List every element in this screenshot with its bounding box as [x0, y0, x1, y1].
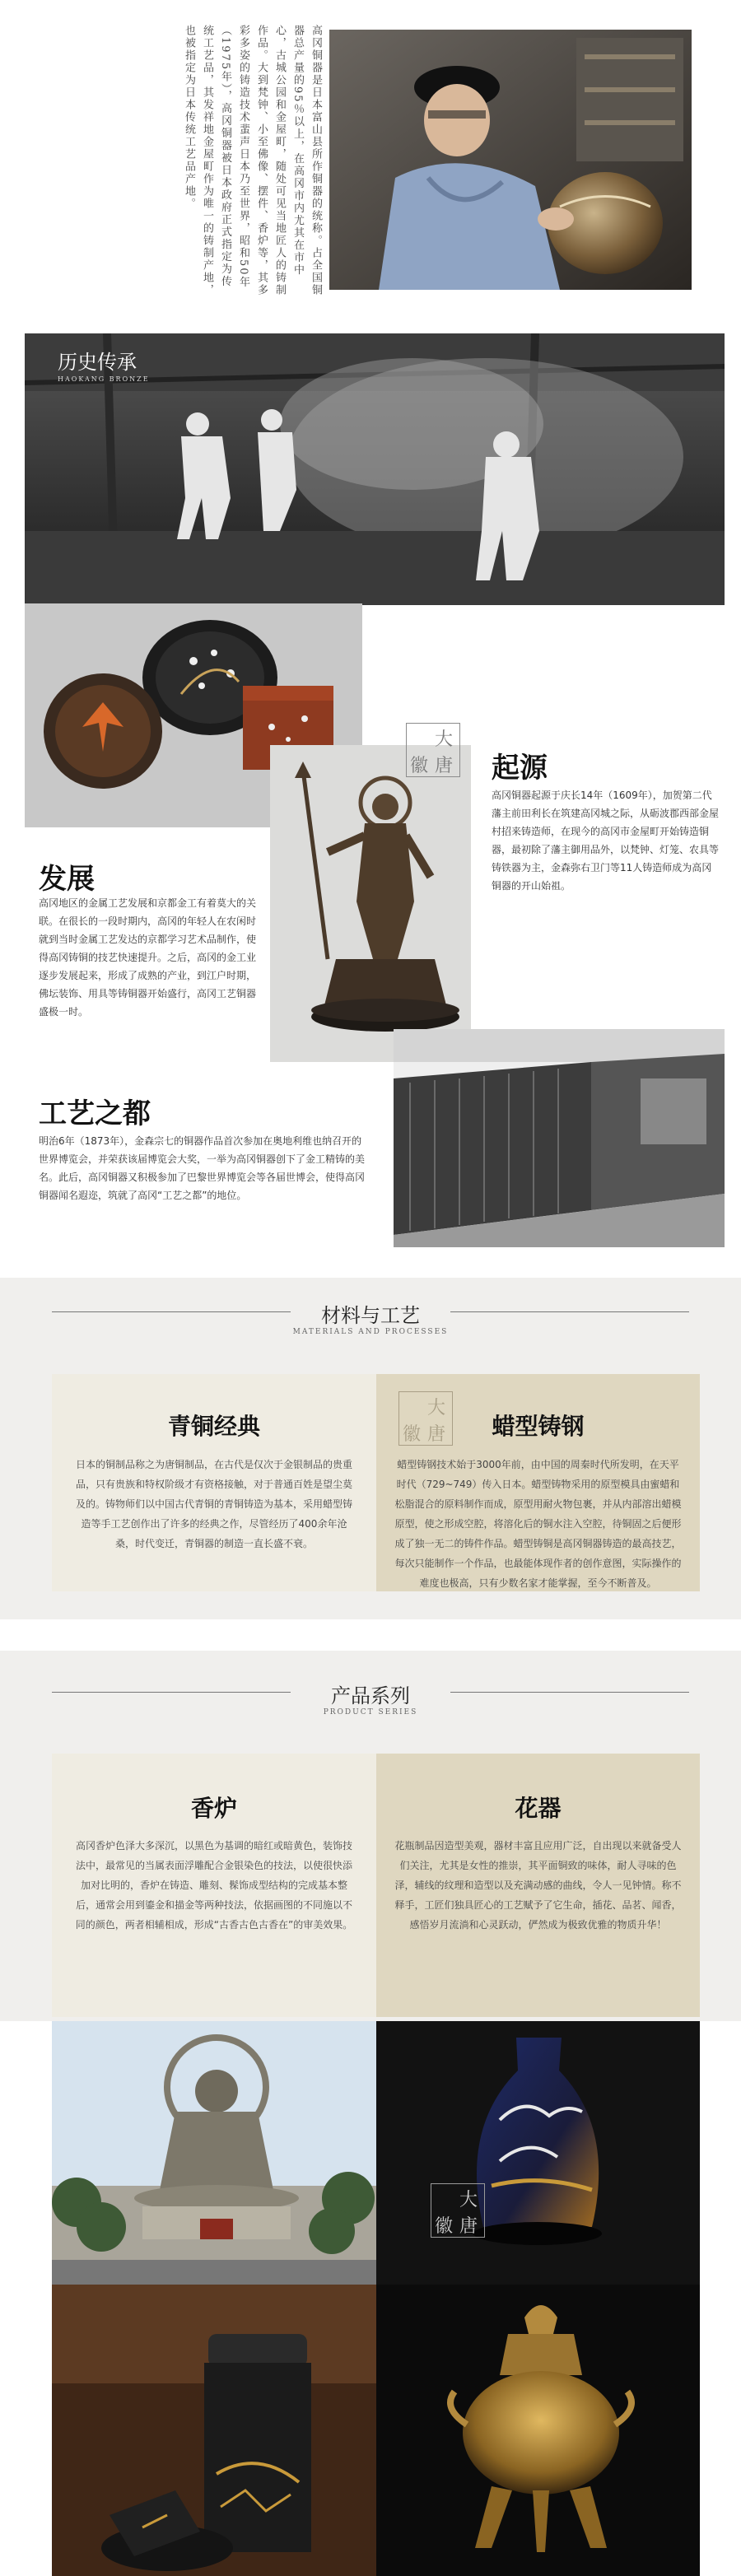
seal-char-1: 徽 [403, 1424, 422, 1445]
intro-vertical-text: 高冈铜器是日本富山县所作铜器的统称。占全国铜器总产量的95％以上，在高冈市内尤其在市中心，古城公园和金屋町，随处可见当地匠人的铸制作品。大到梵钟、小至佛像、摆件、香炉等，其多彩多姿的铸造技术蜚声日本乃至世界，昭和50年（1975年），高冈铜器被日本政府正式指定为传统工艺品，其发祥地金屋町作为唯一的铸制产地，也被指定为日本传统工艺品产地。 [183, 25, 322, 296]
development-title: 发展 [39, 863, 95, 896]
products-card-left-text: 高冈香炉色泽大多深沉，以黑色为基调的暗红或暗黄色，装饰技法中，最常见的当属表面浮雕配合金银染色的技法，以使很快添加对比明的，香炉在铸造、雕刻、髹饰成型结构的完成基本整后，通常会用到鎏金和描金等两种技法，依据画图的不同施以不同的颜色，两者相辅相成，形成“古香古色古香在”的审美效果。 [75, 1840, 353, 1931]
seal-char-3: 唐 [427, 1424, 446, 1445]
craft-capital-title: 工艺之都 [39, 1097, 151, 1130]
craftsman-illustration [329, 30, 692, 290]
products-card-right-title: 花器 [515, 1795, 562, 1822]
statue-illustration [270, 745, 471, 1062]
materials-title: 材料与工艺 [321, 1304, 420, 1327]
buddha-statue-photo [52, 2021, 376, 2285]
seal-char-3: 唐 [435, 756, 454, 776]
seal-char-2: 大 [427, 1398, 446, 1418]
seal-char-2: 大 [435, 729, 454, 750]
history-title: 历史传承 [58, 351, 137, 374]
craftsman-photo [329, 30, 692, 290]
incense-burner-illustration [376, 2285, 700, 2576]
products-title: 产品系列 [331, 1684, 410, 1707]
street-photo [394, 1029, 725, 1247]
tea-caddy-photo [52, 2285, 376, 2576]
seal-stamp-upper [406, 723, 460, 777]
origin-text: 高冈铜器起源于庆长14年（1609年），加贺第二代藩主前田利长在筑建高冈城之际，从砺波郡西部金屋村招来铸造师，在现今的高冈市金屋町开始铸造铜器，最初除了藩主御用品外，以梵钟、灯笼、农具等铸铁器为主，金森弥右卫门等11人铸造师成为高冈铜器的开山始祖。 [492, 790, 720, 892]
seal-char-3: 唐 [459, 2216, 478, 2237]
origin-title: 起源 [492, 752, 548, 785]
products-subtitle: PRODUCT SERIES [323, 1708, 418, 1717]
seal-stamp-products [431, 2183, 485, 2238]
street-illustration [394, 1029, 725, 1247]
materials-card-right-text: 蜡型铸钢技术始于3000年前，由中国的周秦时代所发明，在天平时代（729~749）传入日本。蜡型铸物采用的原型模具由蜜蜡和松脂混合的原料制作而成，原型用耐火物包裹，并从内部溶出蜡模原型，使之形成空腔，将溶化后的铜水注入空腔，待铜固之后便形成了独一无二的铸件作品。蜡型铸铜是高冈铜器铸造的最高技艺，每次只能制作一个作品，也最能体现作者的创作意图，实际操作的难度也极高，只有少数名家才能掌握，至今不断普及。 [394, 1459, 682, 1589]
craft-capital-text: 明治6年（1873年），金森宗七的铜器作品首次参加在奥地利维也纳召开的世界博览会，并荣获该届博览会大奖，一举为高冈铜器创下了金工精铸的美名。此后，高冈铜器又积极参加了巴黎世界博览会等各届世博会，使得高冈铜器闻名遐迩，筑就了高冈“工艺之都”的地位。 [39, 1135, 366, 1201]
materials-card-left-text: 日本的铜制品称之为唐铜制品，在古代是仅次于金银制品的贵重品，只有贵族和特权阶级才有资格接触，对于普通百姓是望尘莫及的。铸物师们以中国古代青铜的青铜铸造为基本，采用蜡型铸造等手工艺创作出了许多的经典之作，尽管经历了400余年沧桑，时代变迁，青铜器的制造一直长盛不衰。 [75, 1459, 352, 1549]
tea-caddy-illustration [52, 2285, 376, 2576]
materials-subtitle: MATERIALS AND PROCESSES [292, 1328, 449, 1336]
seal-stamp-materials [398, 1391, 453, 1446]
bronze-statue-photo [270, 745, 471, 1062]
seal-char-1: 徽 [410, 756, 429, 776]
buddha-illustration [52, 2021, 376, 2285]
crane-vase-photo [376, 2021, 700, 2285]
incense-burner-photo [376, 2285, 700, 2576]
seal-char-1: 徽 [435, 2216, 454, 2237]
products-card-right-text: 花瓶制品因造型美观，器材丰富且应用广泛，自出现以来就备受人们关注，尤其是女性的推崇，其平面铜致的味体，耐人寻味的色泽，辅线的纹理和造型以及充满动感的曲线，令人一见钟情。称不释手，工匠们独具匠心的工艺赋予了它生命，插花、品茗、闻香，感悟岁月流淌和心灵跃动，俨然成为极致优雅的物质升华！ [394, 1840, 682, 1931]
materials-card-left-title: 青铜经典 [167, 1413, 260, 1440]
materials-card-right-title: 蜡型铸钢 [492, 1413, 585, 1440]
vase-illustration [376, 2021, 700, 2285]
history-subtitle: HAOKANG BRONZE [58, 375, 150, 383]
development-text: 高冈地区的金属工艺发展和京都金工有着莫大的关联。在很长的一段时期内，高冈的年轻人在农闲时就到当时金属工艺发达的京都学习艺术品制作，使得高冈铸铜的技艺快速提升。之后，高冈的金工业逐步发展起来，形成了成熟的产业，到江户时期，佛坛装饰、用具等铸铜器开始盛行，高冈工艺铜器盛极一时。 [39, 897, 257, 1018]
products-card-left-title: 香炉 [190, 1795, 237, 1822]
seal-char-2: 大 [459, 2190, 478, 2210]
